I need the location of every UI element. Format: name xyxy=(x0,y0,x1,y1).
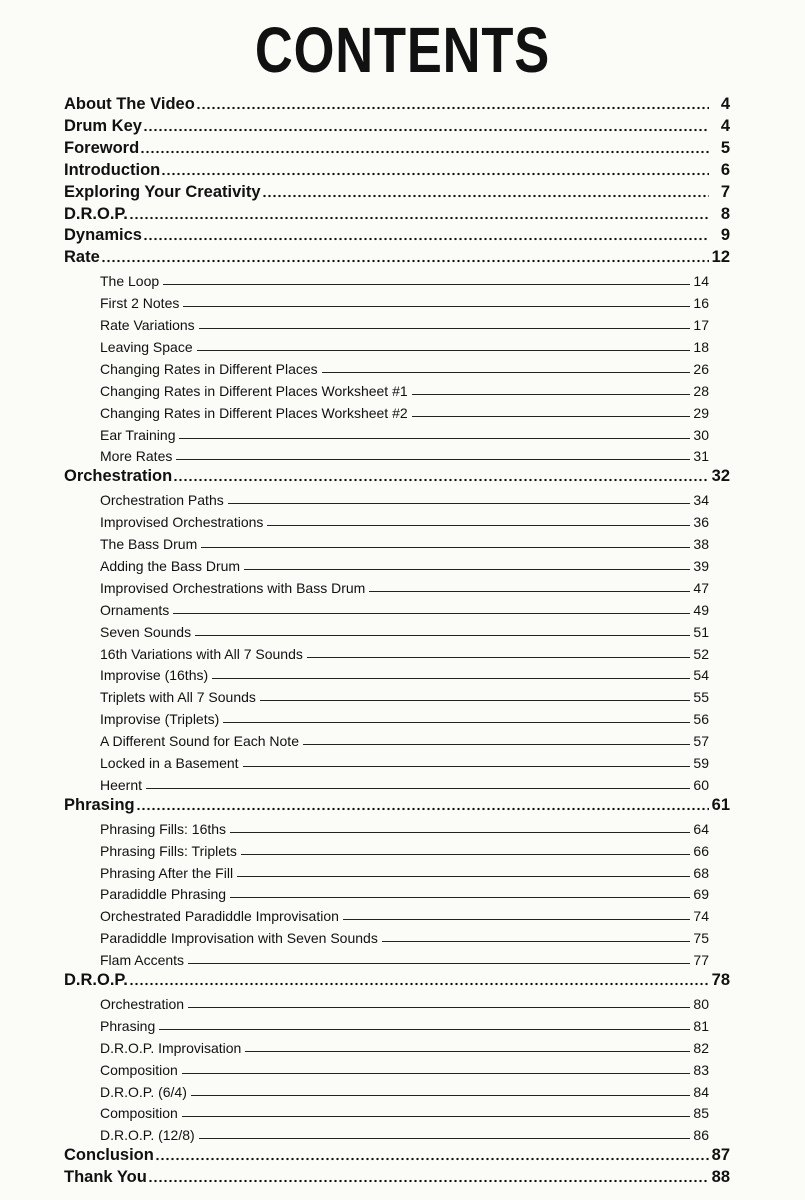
dot-leader xyxy=(196,106,709,110)
toc-entry-title: D.R.O.P. (12/8) xyxy=(100,1127,195,1144)
toc-entry-title: D.R.O.P. xyxy=(64,204,128,223)
dot-leader xyxy=(143,128,709,132)
toc-page-number: 30 xyxy=(693,426,709,443)
toc-section-entry xyxy=(64,92,730,114)
line-leader xyxy=(303,744,690,745)
toc-page-number: 69 xyxy=(693,886,709,903)
line-leader xyxy=(183,306,690,307)
toc-subsection-entry xyxy=(100,815,709,837)
toc-page-number: 4 xyxy=(720,95,730,113)
dot-leader xyxy=(101,259,709,263)
toc-entry-title: Improvise (Triplets) xyxy=(100,711,220,728)
line-leader xyxy=(212,678,690,679)
line-leader xyxy=(343,919,690,920)
toc-section-entry xyxy=(64,223,730,245)
toc-page-number: 28 xyxy=(693,382,709,399)
dot-leader xyxy=(161,172,709,176)
toc-page-number: 59 xyxy=(693,755,709,771)
toc-entry-title: About The Video xyxy=(64,95,195,113)
toc-entry-title: Conclusion xyxy=(64,1146,154,1165)
toc-entry-title: 16th Variations with All 7 Sounds xyxy=(100,645,303,662)
toc-page-number: 5 xyxy=(720,138,730,157)
toc-page-number: 57 xyxy=(693,733,709,750)
dot-leader xyxy=(129,216,709,220)
toc-subsection-entry xyxy=(100,442,709,464)
toc-entry-title: Paradiddle Phrasing xyxy=(100,886,227,903)
toc-page-number: 54 xyxy=(693,667,709,684)
toc-page-number: 32 xyxy=(711,467,730,486)
page-title: CONTENTS xyxy=(254,14,551,86)
toc-entry-title: Composition xyxy=(100,1105,178,1122)
toc-subsection-entry xyxy=(100,355,709,377)
dot-leader xyxy=(148,1179,709,1183)
line-leader xyxy=(163,284,690,285)
toc-subsection-entry xyxy=(100,311,709,333)
line-leader xyxy=(243,766,690,767)
toc-entry-title: Changing Rates in Different Places xyxy=(100,360,318,377)
toc-section-entry xyxy=(64,793,730,815)
toc-section-entry xyxy=(64,1165,730,1187)
line-leader xyxy=(176,459,690,460)
toc-page-number: 14 xyxy=(693,273,709,290)
toc-entry-title: A Different Sound for Each Note xyxy=(100,733,299,750)
toc-entry-title: Phrasing After the Fill xyxy=(100,864,234,881)
toc-subsection-entry xyxy=(100,902,709,924)
toc-page-number: 16 xyxy=(693,295,709,312)
line-leader xyxy=(230,832,690,833)
toc-page-number: 9 xyxy=(720,226,730,245)
line-leader xyxy=(173,613,690,614)
line-leader xyxy=(412,416,690,417)
toc-entry-title: Changing Rates in Different Places Worksheet #1 xyxy=(100,382,408,399)
toc-entry-title: Orchestrated Paradiddle Improvisation xyxy=(100,908,339,925)
dot-leader xyxy=(140,150,709,154)
toc-subsection-entry xyxy=(100,640,709,662)
line-leader xyxy=(237,876,690,877)
toc-subsection-entry xyxy=(100,859,709,881)
toc-entry-title: Adding the Bass Drum xyxy=(100,557,241,574)
toc-page-number: 83 xyxy=(693,1061,709,1078)
toc-subsection-entry xyxy=(100,771,709,793)
toc-subsection-entry xyxy=(100,596,709,618)
toc-entry-title: Triplets with All 7 Sounds xyxy=(100,689,256,706)
toc-section-entry xyxy=(64,1143,730,1165)
toc-entry-title: Ornaments xyxy=(100,601,170,618)
toc-page-number: 36 xyxy=(693,514,709,531)
toc-section-entry xyxy=(64,968,730,990)
toc-subsection-entry xyxy=(100,1121,709,1143)
toc-section-entry xyxy=(64,464,730,486)
dot-leader xyxy=(173,478,709,482)
toc-entry-title: Changing Rates in Different Places Worksheet #2 xyxy=(100,404,408,421)
toc-subsection-entry xyxy=(100,289,709,311)
toc-entry-title: Improvised Orchestrations xyxy=(100,514,264,531)
toc-page-number: 87 xyxy=(711,1146,730,1165)
line-leader xyxy=(241,854,690,855)
toc-page-number: 84 xyxy=(693,1083,709,1100)
toc-entry-title: D.R.O.P. Improvisation xyxy=(100,1039,242,1056)
toc-entry-title: Paradiddle Improvisation with Seven Sounds xyxy=(100,930,378,947)
toc-entry-title: Phrasing Fills: 16ths xyxy=(100,820,227,837)
toc-subsection-entry xyxy=(100,1012,709,1034)
toc-entry-title: Thank You xyxy=(64,1168,147,1187)
line-leader xyxy=(230,897,690,898)
toc-subsection-entry xyxy=(100,683,709,705)
toc-page-number: 55 xyxy=(693,689,709,706)
line-leader xyxy=(182,1073,690,1074)
toc-page-number: 75 xyxy=(693,930,709,947)
toc-entry-title: Flam Accents xyxy=(100,952,185,969)
dot-leader xyxy=(129,982,709,986)
toc-page-number: 60 xyxy=(693,776,709,793)
line-leader xyxy=(382,941,690,942)
toc-subsection-entry xyxy=(100,1034,709,1056)
toc-subsection-entry xyxy=(100,399,709,421)
toc-subsection-entry xyxy=(100,530,709,552)
toc-subsection-entry xyxy=(100,990,709,1012)
line-leader xyxy=(260,700,690,701)
toc-entry-title: First 2 Notes xyxy=(100,295,180,312)
toc-page-number: 78 xyxy=(711,971,730,989)
toc-entry-title: D.R.O.P. xyxy=(64,971,128,989)
toc-subsection-entry xyxy=(100,1078,709,1100)
toc-entry-title: Improvise (16ths) xyxy=(100,667,209,684)
toc-page-number: 18 xyxy=(693,338,709,355)
toc-page-number: 56 xyxy=(693,711,709,728)
toc-section-entry xyxy=(64,136,730,158)
toc-page-number: 51 xyxy=(693,623,709,640)
toc-entry-title: Seven Sounds xyxy=(100,623,192,640)
toc-page-number: 81 xyxy=(693,1017,709,1034)
toc-page-number: 6 xyxy=(720,160,730,179)
toc-entry-title: Drum Key xyxy=(64,116,142,135)
toc-page-number: 17 xyxy=(693,317,709,333)
dot-leader xyxy=(143,237,709,241)
line-leader xyxy=(146,788,690,789)
toc-subsection-entry xyxy=(100,880,709,902)
toc-entry-title: Phrasing xyxy=(100,1017,156,1034)
toc-subsection-entry xyxy=(100,421,709,443)
toc-page-number: 47 xyxy=(693,579,709,596)
toc-page-number: 12 xyxy=(711,248,730,267)
toc-page-number: 49 xyxy=(693,601,709,618)
toc-entry-title: Introduction xyxy=(64,160,161,179)
toc-page-number: 34 xyxy=(693,492,709,509)
toc-entry-title: Orchestration xyxy=(100,995,185,1012)
line-leader xyxy=(369,591,690,592)
toc-entry-title: Rate Variations xyxy=(100,317,195,333)
line-leader xyxy=(188,1007,690,1008)
toc-entry-title: Improvised Orchestrations with Bass Drum xyxy=(100,579,366,596)
line-leader xyxy=(223,722,690,723)
toc-subsection-entry xyxy=(100,749,709,771)
toc-page-number: 88 xyxy=(711,1168,730,1187)
toc-subsection-entry xyxy=(100,661,709,683)
toc-entry-title: Heernt xyxy=(100,776,143,793)
toc-section-entry xyxy=(64,245,730,267)
toc-section-entry xyxy=(64,114,730,136)
toc-page-number: 38 xyxy=(693,536,709,552)
line-leader xyxy=(188,963,690,964)
line-leader xyxy=(197,350,690,351)
toc-subsection-entry xyxy=(100,924,709,946)
toc-page-number: 82 xyxy=(693,1039,709,1056)
toc-entry-title: The Loop xyxy=(100,273,160,290)
toc-entry-title: Dynamics xyxy=(64,226,142,245)
toc-page-number: 74 xyxy=(693,908,709,925)
toc-page-number: 4 xyxy=(720,116,730,135)
toc-subsection-entry xyxy=(100,946,709,968)
toc-subsection-entry xyxy=(100,267,709,289)
line-leader xyxy=(245,1051,690,1052)
toc-subsection-entry xyxy=(100,552,709,574)
toc-page-number: 8 xyxy=(720,204,730,223)
line-leader xyxy=(195,635,690,636)
toc-subsection-entry xyxy=(100,727,709,749)
toc-page-number: 29 xyxy=(693,404,709,421)
toc-entry-title: Composition xyxy=(100,1061,178,1078)
toc-page-number: 68 xyxy=(693,864,709,881)
line-leader xyxy=(199,1138,690,1139)
toc-entry-title: More Rates xyxy=(100,448,173,465)
dot-leader xyxy=(155,1157,709,1161)
toc-subsection-entry xyxy=(100,1099,709,1121)
line-leader xyxy=(322,372,690,373)
toc-section-entry xyxy=(64,202,730,224)
toc-page-number: 31 xyxy=(693,448,709,465)
toc-page-number: 39 xyxy=(693,557,709,574)
dot-leader xyxy=(262,194,709,198)
line-leader xyxy=(159,1029,690,1030)
toc-page-number: 7 xyxy=(720,182,730,201)
toc-page-number: 80 xyxy=(693,995,709,1012)
toc-page-number: 64 xyxy=(693,820,709,837)
line-leader xyxy=(307,657,690,658)
toc-entry-title: The Bass Drum xyxy=(100,536,198,552)
line-leader xyxy=(228,503,690,504)
toc-subsection-entry xyxy=(100,837,709,859)
toc-entry-title: Exploring Your Creativity xyxy=(64,182,261,201)
toc-page-number: 86 xyxy=(693,1127,709,1144)
toc-subsection-entry xyxy=(100,705,709,727)
line-leader xyxy=(199,328,690,329)
toc-entry-title: D.R.O.P. (6/4) xyxy=(100,1083,187,1100)
toc-subsection-entry xyxy=(100,508,709,530)
toc-page-number: 85 xyxy=(693,1105,709,1122)
dot-leader xyxy=(136,807,709,811)
toc-entry-title: Foreword xyxy=(64,138,140,157)
toc-entry-title: Phrasing xyxy=(64,795,135,814)
line-leader xyxy=(191,1095,690,1096)
toc-subsection-entry xyxy=(100,377,709,399)
toc-page-number: 61 xyxy=(711,795,730,814)
line-leader xyxy=(179,438,690,439)
line-leader xyxy=(201,547,690,548)
toc-page-number: 26 xyxy=(693,360,709,377)
line-leader xyxy=(182,1116,690,1117)
toc-entry-title: Orchestration xyxy=(64,467,173,486)
toc-entry-title: Locked in a Basement xyxy=(100,755,239,771)
line-leader xyxy=(267,525,690,526)
line-leader xyxy=(412,394,690,395)
toc-section-entry xyxy=(64,180,730,202)
toc-entry-title: Orchestration Paths xyxy=(100,492,224,509)
toc-page-number: 52 xyxy=(693,645,709,662)
toc-subsection-entry xyxy=(100,1056,709,1078)
toc-subsection-entry xyxy=(100,618,709,640)
toc-subsection-entry xyxy=(100,574,709,596)
toc-page-number: 77 xyxy=(693,952,709,969)
toc-section-entry xyxy=(64,158,730,180)
toc-subsection-entry xyxy=(100,486,709,508)
toc-entry-title: Leaving Space xyxy=(100,338,193,355)
toc-entry-title: Ear Training xyxy=(100,426,176,443)
toc-page-number: 66 xyxy=(693,842,709,859)
toc-entry-title: Rate xyxy=(64,248,100,267)
toc-entry-title: Phrasing Fills: Triplets xyxy=(100,842,237,859)
toc-subsection-entry xyxy=(100,333,709,355)
line-leader xyxy=(244,569,690,570)
